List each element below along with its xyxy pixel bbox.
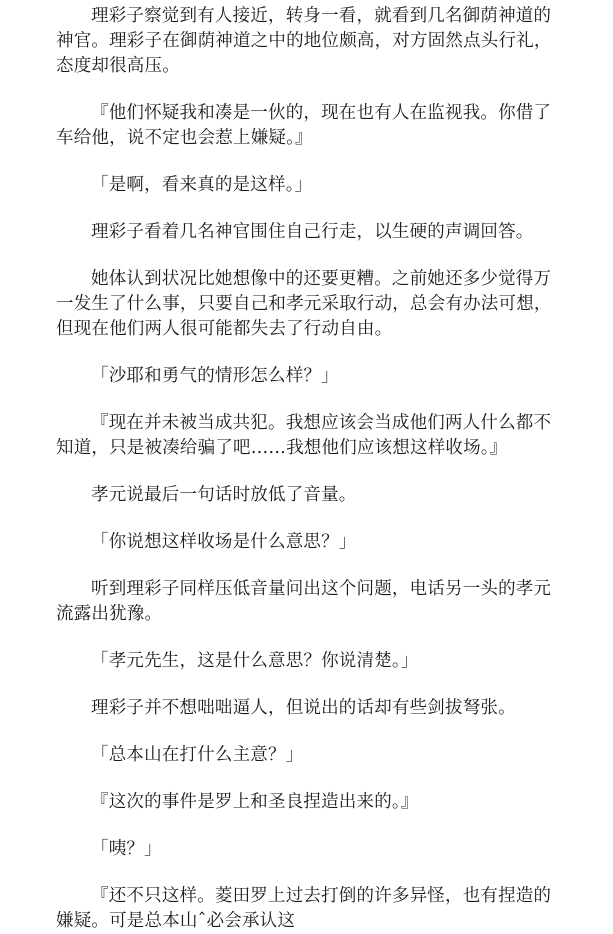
paragraph: 理彩子看着几名神官围住自己行走，以生硬的声调回答。	[91, 222, 534, 242]
paragraph: 「孝元先生，这是什么意思？你说清楚。」	[91, 651, 419, 671]
paragraph: 理彩子并不想咄咄逼人，但说出的话却有些剑拔弩张。	[91, 698, 516, 718]
paragraph: 「你说想这样收场是什么意思？」	[91, 532, 357, 552]
paragraph: 听到理彩子同样压低音量问出这个问题，电话另一头的孝元流露出犹豫。	[56, 579, 552, 624]
paragraph: 「总本山在打什么主意？」	[91, 745, 304, 765]
paragraph: 「咦？」	[91, 839, 162, 859]
page-body	[56, 4, 556, 934]
paragraph: 『还不只这样。菱田罗上过去打倒的许多异怪，也有捏造的嫌疑。可是总本山ˆ必会承认这	[56, 886, 552, 931]
paragraph: 「沙耶和勇气的情形怎么样？」	[91, 366, 339, 386]
paragraph: 「是啊，看来真的是这样。」	[91, 175, 313, 195]
paragraph: 『现在并未被当成共犯。我想应该会当成他们两人什么都不知道，只是被凑给骗了吧……我想他们应该想这样收场。』	[56, 413, 552, 458]
paragraph: 孝元说最后一句话时放低了音量。	[91, 485, 357, 505]
paragraph: 她体认到状况比她想像中的还要更糟。之前她还多少觉得万一发生了什么事，只要自己和孝元采取行动，总会有办法可想，但现在他们两人很可能都失去了行动自由。	[56, 269, 552, 339]
paragraph: 『这次的事件是罗上和圣良捏造出来的。』	[91, 792, 419, 812]
paragraph: 『他们怀疑我和凑是一伙的，现在也有人在监视我。你借了车给他，说不定也会惹上嫌疑。』	[56, 103, 552, 148]
paragraph: 理彩子察觉到有人接近，转身一看，就看到几名御荫神道的神官。理彩子在御荫神道之中的地位颇高，对方固然点头行礼，态度却很高压。	[56, 6, 552, 76]
